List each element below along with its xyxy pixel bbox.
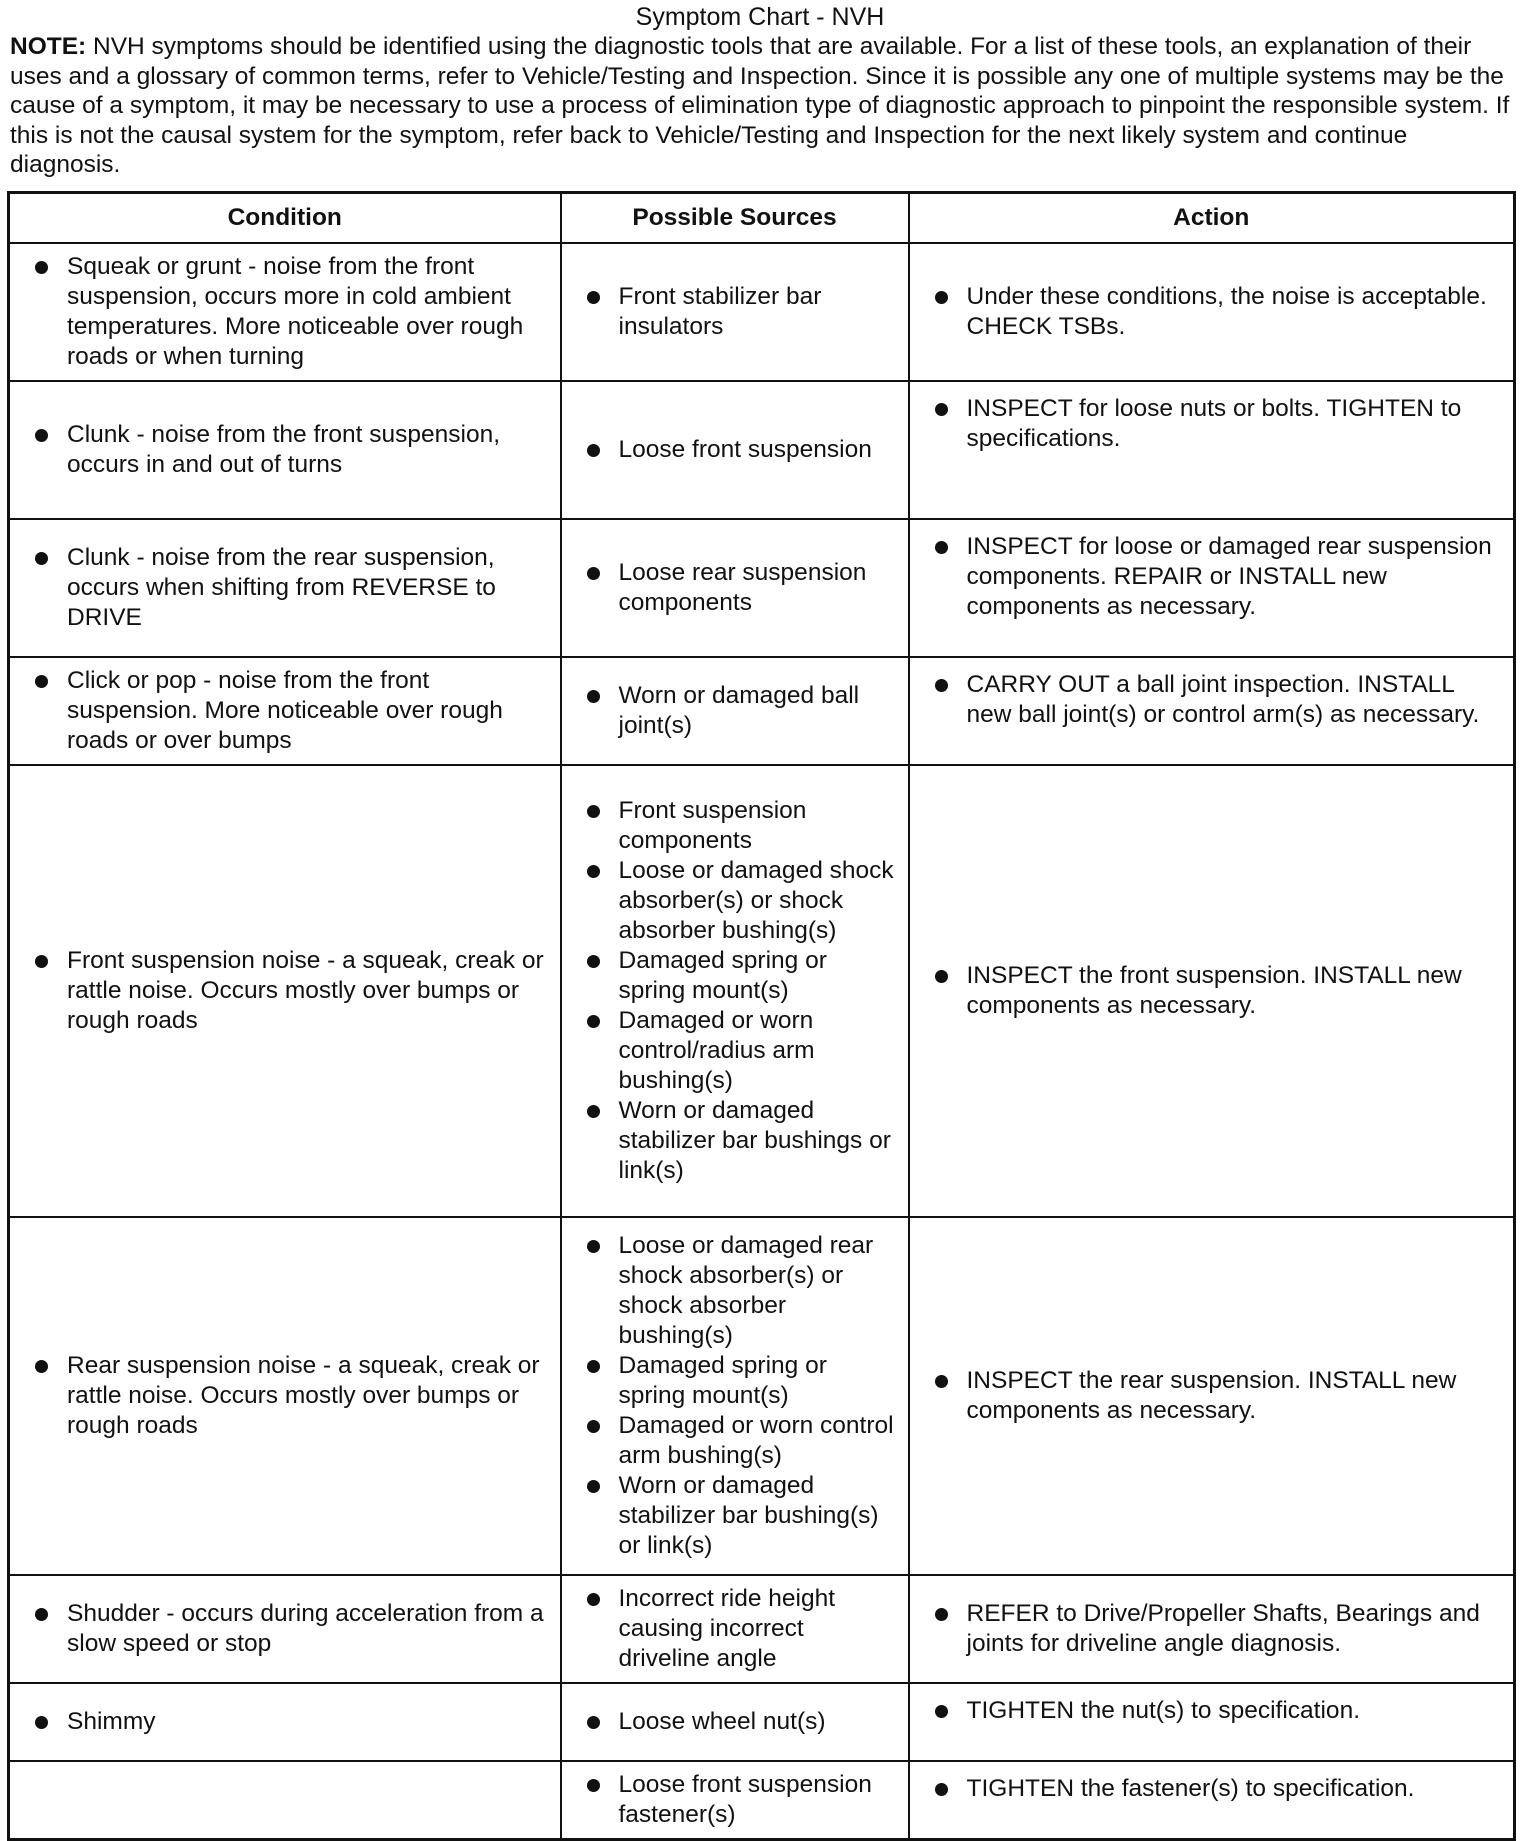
source-text: Damaged spring or spring mount(s) [618,947,827,1004]
bullet-icon [587,1716,600,1729]
action-text: INSPECT for loose or damaged rear suspension components. REPAIR or INSTALL new components as necessary. [966,533,1492,620]
bullet-icon [35,1360,48,1373]
list-item [562,1471,898,1561]
action-cell [909,1761,1515,1839]
source-text: Loose or damaged shock absorber(s) or shock absorber bushing(s) [618,857,894,944]
condition-cell [9,657,561,765]
source-text: Damaged or worn control/radius arm bushing(s) [618,1007,815,1094]
bullet-icon [587,1015,600,1028]
action-cell [909,1217,1515,1575]
action-cell [909,765,1515,1217]
list-item [562,1584,898,1674]
list-item [562,435,898,465]
source-text: Front suspension components [618,797,807,854]
bullet-icon [587,1779,600,1792]
list-item [910,1366,1504,1426]
list-item [562,1770,898,1830]
condition-cell [9,1683,561,1761]
bullet-icon [587,865,600,878]
list-item [10,543,550,633]
bullet-icon [587,567,600,580]
action-cell [909,243,1515,381]
list-item [910,282,1504,342]
condition-text: Click or pop - noise from the front suspension. More noticeable over rough roads or over bumps [67,667,503,754]
bullet-icon [35,261,48,274]
action-text: INSPECT the rear suspension. INSTALL new components as necessary. [966,1367,1457,1424]
table-row [9,1761,1515,1839]
list-item [562,1351,898,1411]
symptom-chart-table [7,191,1516,1841]
table-row [9,243,1515,381]
action-text: TIGHTEN the nut(s) to specification. [966,1697,1360,1724]
list-item [562,681,898,741]
bullet-icon [35,429,48,442]
list-item [562,1096,898,1186]
table-row [9,1683,1515,1761]
page-title: Symptom Chart - NVH [635,3,885,31]
table-header-row [9,193,1515,244]
sources-cell [561,1575,909,1683]
note-paragraph [10,32,1510,180]
list-item [562,856,898,946]
table-row [9,1217,1515,1575]
condition-text: Clunk - noise from the front suspension, occurs in and out of turns [67,421,501,478]
list-item [10,1599,550,1659]
list-item [562,1411,898,1471]
list-item [910,961,1504,1021]
action-text: REFER to Drive/Propeller Shafts, Bearings and joints for driveline angle diagnosis. [966,1600,1480,1657]
condition-cell [9,1575,561,1683]
list-item [910,1599,1504,1659]
action-text: Under these conditions, the noise is acceptable. CHECK TSBs. [966,283,1487,340]
sources-cell [561,1683,909,1761]
list-item [10,666,550,756]
bullet-icon [935,1608,948,1621]
sources-cell [561,1217,909,1575]
bullet-icon [935,291,948,304]
bullet-icon [935,541,948,554]
action-text: INSPECT the front suspension. INSTALL new components as necessary. [966,962,1462,1019]
condition-cell [9,381,561,519]
condition-text: Shimmy [67,1708,156,1735]
sources-cell [561,381,909,519]
source-text: Worn or damaged stabilizer bar bushings or link(s) [618,1097,891,1184]
bullet-icon [587,955,600,968]
bullet-icon [587,1360,600,1373]
action-cell [909,657,1515,765]
list-item [10,946,550,1036]
list-item [910,394,1504,454]
bullet-icon [587,444,600,457]
condition-cell [9,1217,561,1575]
condition-text: Shudder - occurs during acceleration from a slow speed or stop [67,1600,544,1657]
header-condition: Condition [9,193,561,244]
sources-cell [561,657,909,765]
condition-text: Rear suspension noise - a squeak, creak or rattle noise. Occurs mostly over bumps or rough roads [67,1352,540,1439]
table-row [9,765,1515,1217]
header-possible-sources: Possible Sources [561,193,909,244]
bullet-icon [587,1240,600,1253]
list-item [10,1707,550,1737]
bullet-icon [935,1783,948,1796]
condition-text: Front suspension noise - a squeak, creak or rattle noise. Occurs mostly over bumps or rough roads [67,947,544,1034]
bullet-icon [35,675,48,688]
source-text: Damaged spring or spring mount(s) [618,1352,827,1409]
source-text: Worn or damaged stabilizer bar bushing(s) or link(s) [618,1472,879,1559]
sources-cell [561,1761,909,1839]
action-cell [909,519,1515,657]
source-text: Incorrect ride height causing incorrect driveline angle [618,1585,836,1672]
list-item [10,252,550,372]
source-text: Worn or damaged ball joint(s) [618,682,860,739]
bullet-icon [935,679,948,692]
sources-cell [561,519,909,657]
source-text: Loose rear suspension components [618,559,867,616]
bullet-icon [587,805,600,818]
list-item [10,420,550,480]
list-item [910,1696,1504,1726]
bullet-icon [935,1705,948,1718]
table-row [9,1575,1515,1683]
bullet-icon [935,403,948,416]
bullet-icon [587,1480,600,1493]
note-label: NOTE: [10,33,87,60]
bullet-icon [587,1593,600,1606]
condition-cell [9,1761,561,1839]
bullet-icon [587,690,600,703]
bullet-icon [35,1608,48,1621]
list-item [562,558,898,618]
bullet-icon [35,955,48,968]
condition-cell [9,519,561,657]
list-item [562,282,898,342]
list-item [562,1707,898,1737]
list-item [910,1774,1504,1804]
table-row [9,519,1515,657]
condition-text: Squeak or grunt - noise from the front suspension, occurs more in cold ambient temperatures. More noticeable over rough roads or when turning [67,253,524,370]
sources-cell [561,765,909,1217]
bullet-icon [35,552,48,565]
action-text: TIGHTEN the fastener(s) to specification. [966,1775,1415,1802]
bullet-icon [935,1375,948,1388]
action-text: CARRY OUT a ball joint inspection. INSTALL new ball joint(s) or control arm(s) as necessary. [966,671,1480,728]
note-text: NVH symptoms should be identified using the diagnostic tools that are available. For a list of these tools, an explanation of their uses and a glossary of common terms, refer to Vehicle/Testing and Inspection. Since it is possible any one of multiple systems may be the cause of a symptom, it may be necessary to use a process of elimination type of diagnostic approach to pinpoint the responsible system. If this is not the causal system for the symptom, refer back to Vehicle/Testing and Inspection for the next likely system and continue diagnosis. [10,33,1510,178]
condition-text: Clunk - noise from the rear suspension, occurs when shifting from REVERSE to DRIVE [67,544,496,631]
sources-cell [561,243,909,381]
header-action: Action [909,193,1515,244]
action-cell [909,1683,1515,1761]
condition-cell [9,243,561,381]
bullet-icon [35,1716,48,1729]
table-row [9,657,1515,765]
action-text: INSPECT for loose nuts or bolts. TIGHTEN to specifications. [966,395,1462,452]
bullet-icon [587,291,600,304]
action-cell [909,381,1515,519]
source-text: Damaged or worn control arm bushing(s) [618,1412,894,1469]
source-text: Front stabilizer bar insulators [618,283,822,340]
list-item [562,946,898,1006]
source-text: Loose front suspension [618,436,872,463]
list-item [10,1351,550,1441]
table-row [9,381,1515,519]
source-text: Loose wheel nut(s) [618,1708,826,1735]
list-item [910,532,1504,622]
list-item [562,1231,898,1351]
condition-cell [9,765,561,1217]
source-text: Loose or damaged rear shock absorber(s) or shock absorber bushing(s) [618,1232,874,1349]
list-item [562,796,898,856]
list-item [562,1006,898,1096]
action-cell [909,1575,1515,1683]
list-item [910,670,1504,730]
bullet-icon [587,1105,600,1118]
bullet-icon [587,1420,600,1433]
source-text: Loose front suspension fastener(s) [618,1770,872,1828]
bullet-icon [935,970,948,983]
